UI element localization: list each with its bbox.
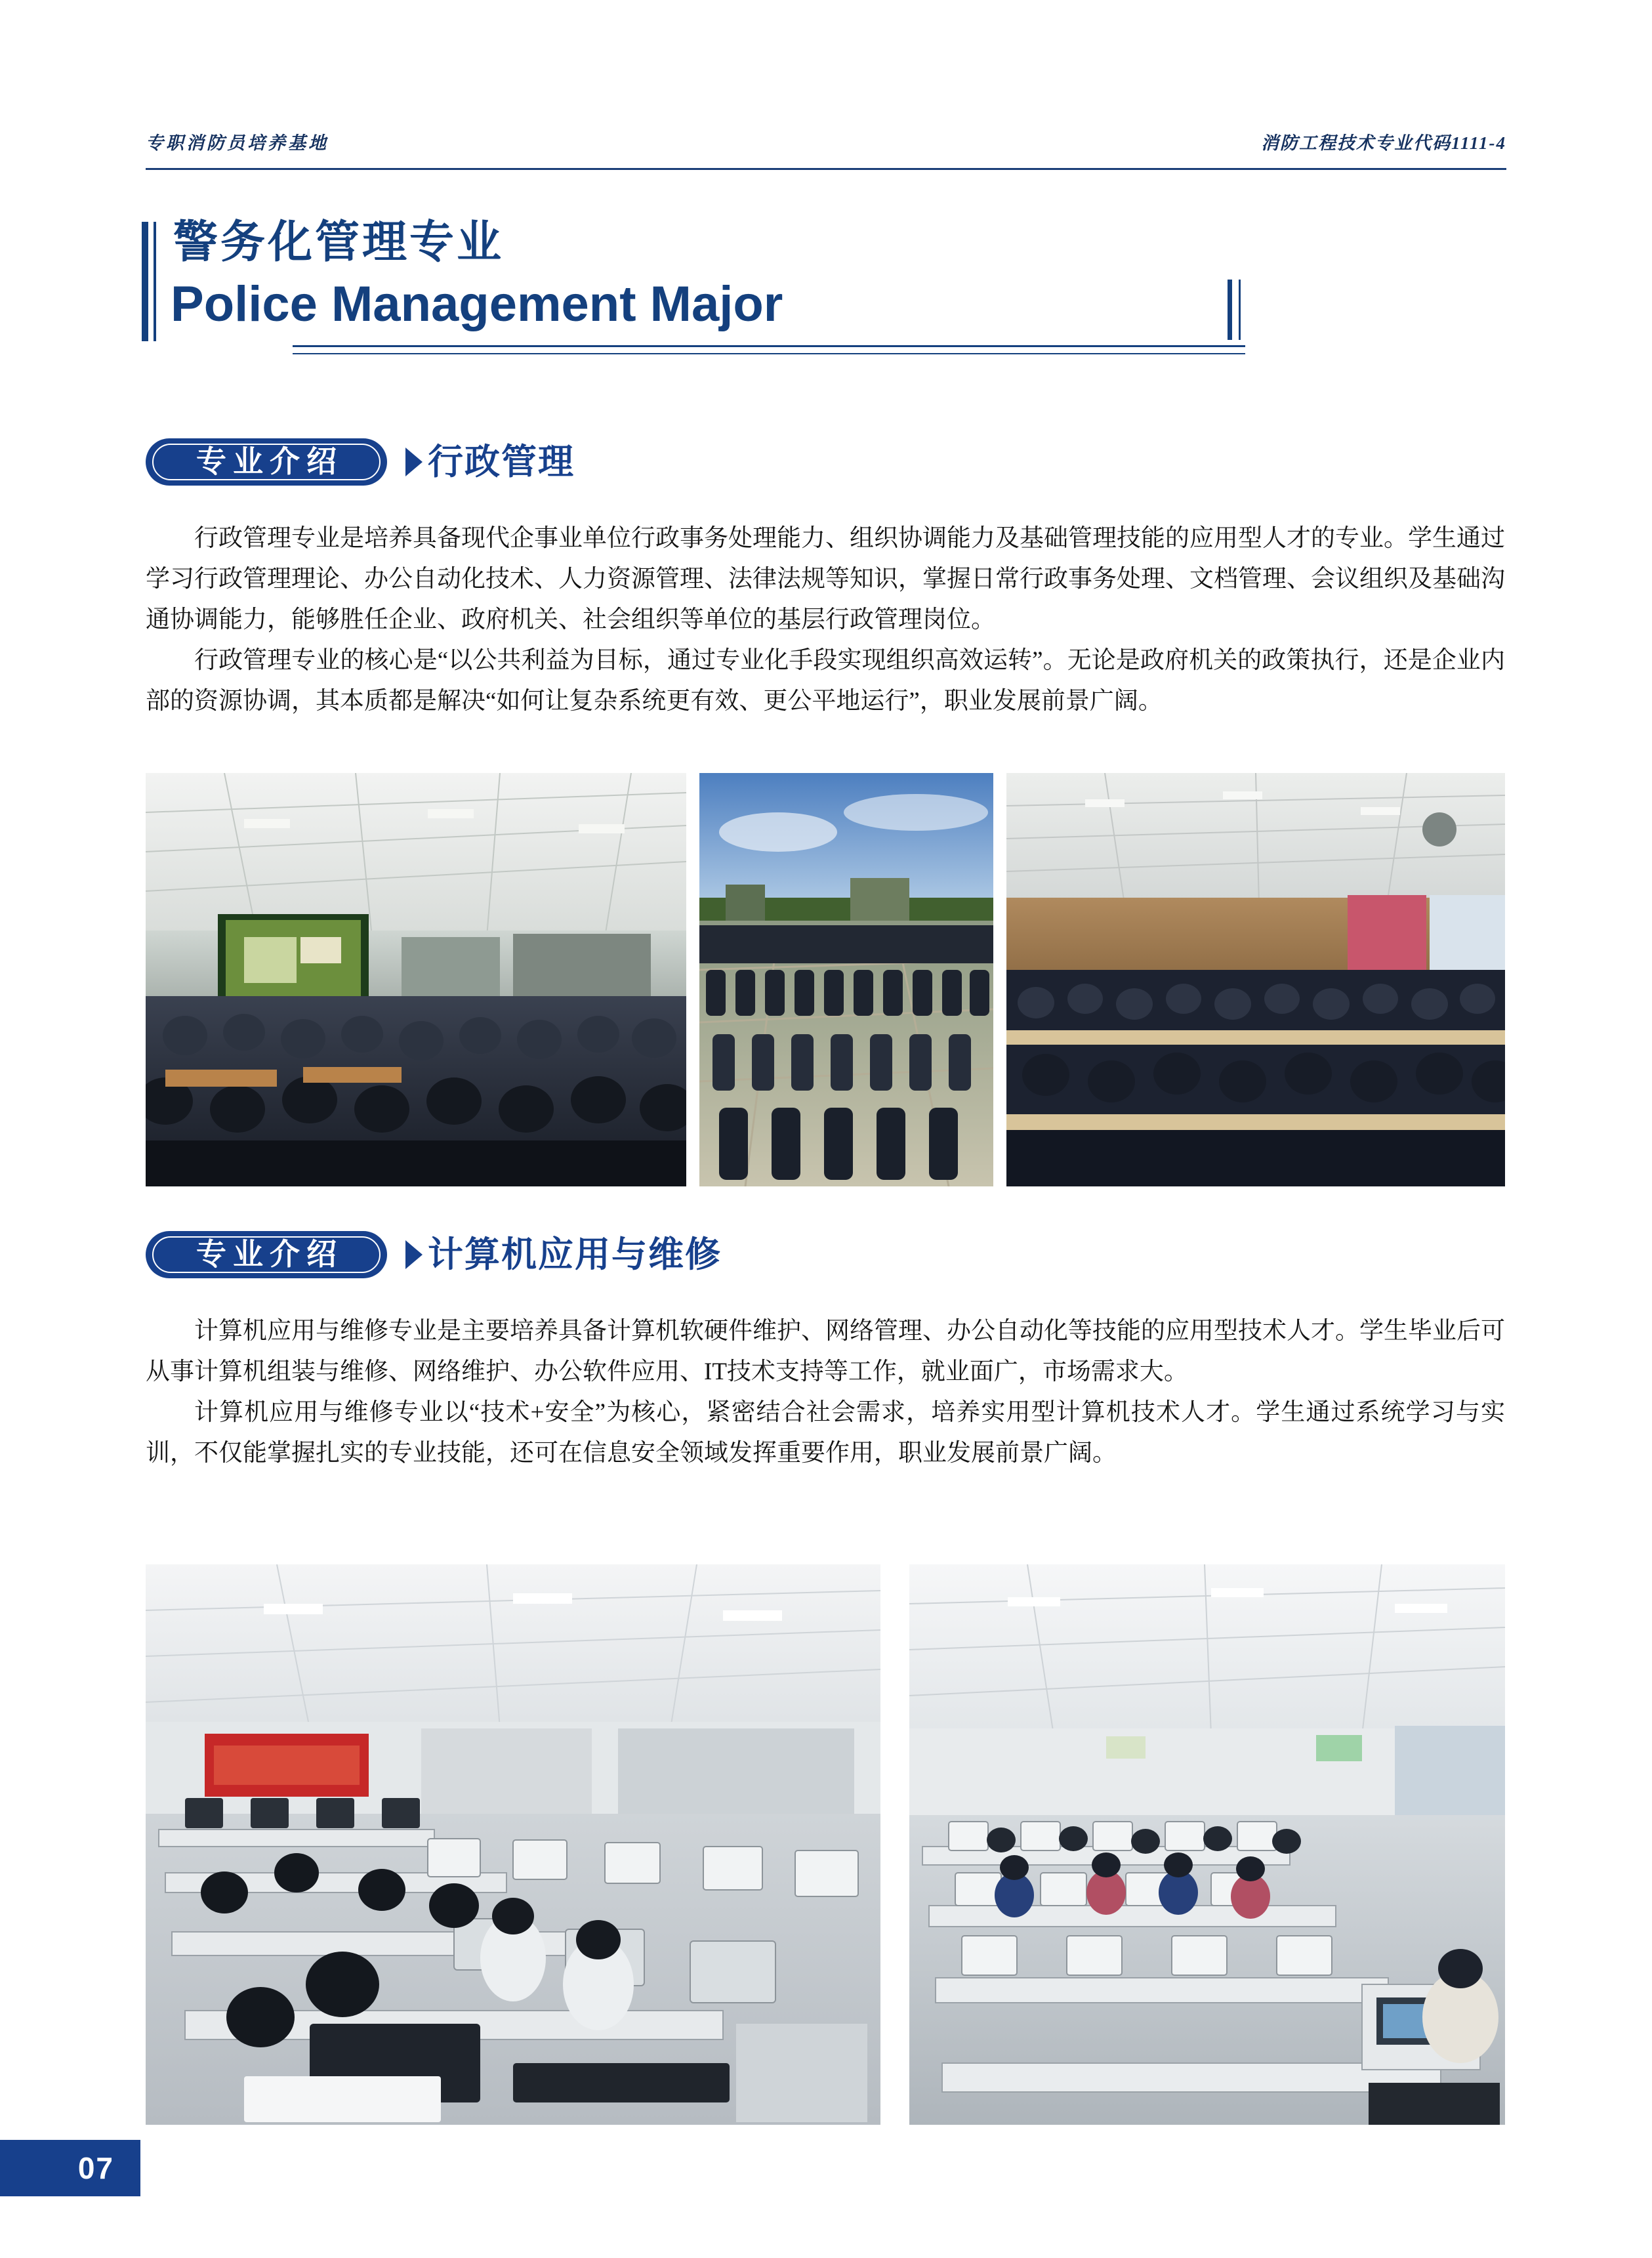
page-number xyxy=(0,2140,140,2196)
photo-illustration xyxy=(146,773,686,1186)
photo-illustration xyxy=(699,773,993,1186)
page-title xyxy=(142,217,1165,381)
title-chinese: 警务化管理专业 xyxy=(173,217,505,267)
section-body-computer xyxy=(146,1311,1505,1474)
section-body-administration xyxy=(146,518,1505,722)
photo-computer-classroom-overview xyxy=(909,1564,1505,2125)
title-accent-bar xyxy=(142,222,148,341)
title-underline-thin xyxy=(293,353,1245,354)
page-header xyxy=(146,129,1506,175)
photo-auditorium-students xyxy=(1006,773,1505,1186)
header-left-text: 专职消防员培养基地 xyxy=(146,133,329,153)
triangle-marker-icon xyxy=(405,1240,423,1269)
photo-illustration xyxy=(1006,773,1505,1186)
header-divider xyxy=(146,168,1506,170)
title-accent-bar-right-thin xyxy=(1239,280,1241,340)
photo-illustration xyxy=(146,1564,880,2125)
paragraph: 计算机应用与维修专业以“技术+安全”为核心，紧密结合社会需求，培养实用型计算机技术人才。学生通过系统学习与实训，不仅能掌握扎实的专业技能，还可在信息安全领域发挥重要作用，职业发展前景广阔。 xyxy=(146,1399,1505,1467)
section-tag-label: 专业介绍 xyxy=(146,438,387,486)
paragraph: 行政管理专业是培养具备现代企事业单位行政事务处理能力、组织协调能力及基础管理技能的应用型人才的专业。学生通过学习行政管理理论、办公自动化技术、人力资源管理、法律法规等知识，掌握日常行政事务处理、文档管理、会议组织及基础沟通协调能力，能够胜任企业、政府机关、社会组织等单位的基层行政管理岗位。 xyxy=(146,525,1505,633)
photo-illustration xyxy=(909,1564,1505,2125)
header-right-text: 消防工程技术专业代码1111-4 xyxy=(1260,133,1506,153)
photo-computer-lab-training xyxy=(146,1564,880,2125)
triangle-marker-icon xyxy=(405,448,423,476)
title-accent-bar-thin xyxy=(154,222,156,341)
photo-lecture-hall-projector xyxy=(146,773,686,1186)
section-title-computer: 计算机应用与维修 xyxy=(428,1235,722,1274)
section-tag-label: 专业介绍 xyxy=(146,1231,387,1278)
title-accent-bar-right xyxy=(1228,280,1232,340)
section-title-administration: 行政管理 xyxy=(428,442,575,482)
page-number-value: 07 xyxy=(77,2151,114,2185)
paragraph: 行政管理专业的核心是“以公共利益为目标，通过专业化手段实现组织高效运转”。无论是政府机关的政策执行，还是企业内部的资源协调，其本质都是解决“如何让复杂系统更有效、更公平地运行”，职业发展前景广阔。 xyxy=(146,647,1505,715)
title-english: Police Management Major xyxy=(171,276,783,332)
title-underline xyxy=(293,345,1245,347)
paragraph: 计算机应用与维修专业是主要培养具备计算机软硬件维护、网络管理、办公自动化等技能的应用型技术人才。学生毕业后可从事计算机组装与维修、网络维护、办公软件应用、IT技术支持等工作，就业面广，市场需求大。 xyxy=(146,1318,1505,1385)
photo-parade-ground-formation xyxy=(699,773,993,1186)
